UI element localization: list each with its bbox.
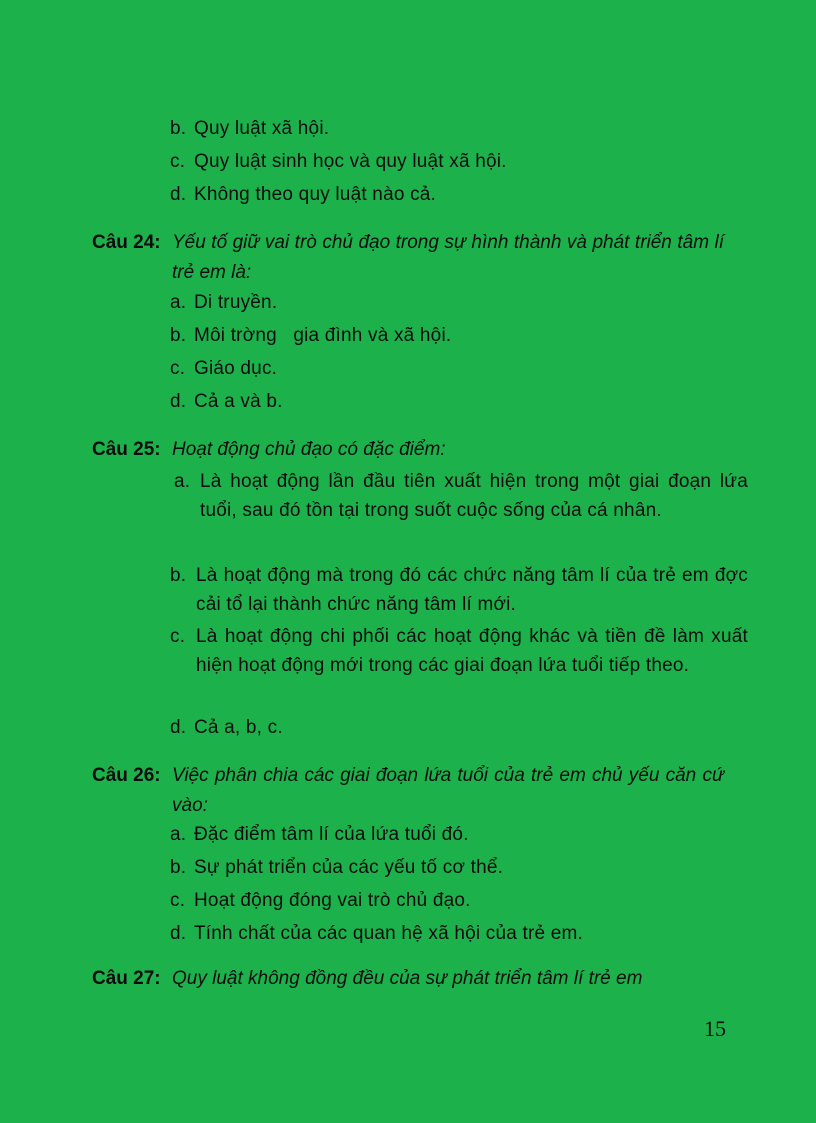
- option-text: Tính chất của các quan hệ xã hội của trẻ em.: [194, 923, 584, 944]
- option-letter: c.: [170, 626, 186, 647]
- option-text: Quy luật sinh học và quy luật xã hội.: [194, 151, 507, 172]
- question-25: [92, 435, 724, 465]
- q24-option-a: [170, 288, 730, 317]
- option-letter: c.: [170, 151, 186, 172]
- q26-option-a: [170, 820, 730, 849]
- option-letter: d.: [170, 717, 187, 738]
- question-label: Câu 25:: [92, 439, 161, 460]
- q26-option-d: [170, 919, 730, 948]
- option-letter: b.: [170, 857, 187, 878]
- option-text: Là hoạt động chi phối các hoạt động khác và tiền đề làm xuất hiện hoạt động mới trong các giai đoạn lứa tuổi tiếp theo.: [196, 626, 748, 676]
- q25-option-c: [170, 622, 748, 680]
- option-letter: d.: [170, 391, 187, 412]
- q25-option-b: [170, 561, 765, 619]
- question-text: Việc phân chia các giai đoạn lứa tuổi của trẻ em chủ yếu căn cứ vào:: [172, 765, 724, 816]
- option-letter: d.: [170, 184, 187, 205]
- option-text: Di truyền.: [194, 292, 278, 313]
- option-letter: a.: [174, 471, 191, 492]
- page-number: 15: [704, 1016, 726, 1041]
- question-text: Hoạt động chủ đạo có đặc điểm:: [172, 439, 446, 460]
- question-24: [92, 228, 724, 288]
- q24-option-c: [170, 354, 730, 383]
- q26-option-c: [170, 886, 730, 915]
- q25-option-d: [170, 713, 730, 742]
- q26-option-b: [170, 853, 730, 882]
- option-text: Đặc điểm tâm lí của lứa tuổi đó.: [194, 824, 469, 845]
- question-text: Yếu tố giữ vai trò chủ đạo trong sự hình thành và phát triển tâm lí trẻ em là:: [172, 232, 724, 283]
- option-letter: a.: [170, 824, 187, 845]
- option-text: Môi trờng gia đình và xã hội.: [194, 325, 452, 346]
- option-text: Giáo dục.: [194, 358, 278, 379]
- option-text: Là hoạt động mà trong đó các chức năng tâm lí của trẻ em đợc cải tổ lại thành chức năng tâm lí mới.: [196, 565, 765, 615]
- option-text: Quy luật xã hội.: [194, 118, 330, 139]
- option-text: Cả a, b, c.: [194, 717, 283, 738]
- question-label: Câu 26:: [92, 765, 161, 786]
- q23-option-d: [170, 180, 730, 209]
- question-26: [92, 761, 724, 821]
- option-letter: d.: [170, 923, 187, 944]
- option-letter: a.: [170, 292, 187, 313]
- q23-option-c: [170, 147, 730, 176]
- q23-option-b: [170, 114, 730, 143]
- option-text: Là hoạt động lần đầu tiên xuất hiện trong một giai đoạn lứa tuổi, sau đó tồn tại trong suốt cuộc sống của cá nhân.: [200, 471, 748, 521]
- option-letter: b.: [170, 565, 187, 586]
- option-text: Không theo quy luật nào cả.: [194, 184, 437, 205]
- question-label: Câu 27:: [92, 968, 161, 989]
- option-text: Sự phát triển của các yếu tố cơ thể.: [194, 857, 504, 878]
- option-text: Hoạt động đóng vai trò chủ đạo.: [194, 890, 471, 911]
- option-text: Cả a và b.: [194, 391, 283, 412]
- question-label: Câu 24:: [92, 232, 161, 253]
- q24-option-d: [170, 387, 730, 416]
- q24-option-b: [170, 321, 730, 350]
- option-letter: c.: [170, 358, 186, 379]
- question-27: [92, 964, 724, 994]
- question-text: Quy luật không đồng đều của sự phát triển tâm lí trẻ em: [172, 968, 643, 989]
- option-letter: c.: [170, 890, 186, 911]
- option-letter: b.: [170, 325, 187, 346]
- option-letter: b.: [170, 118, 187, 139]
- q25-option-a: [174, 467, 748, 525]
